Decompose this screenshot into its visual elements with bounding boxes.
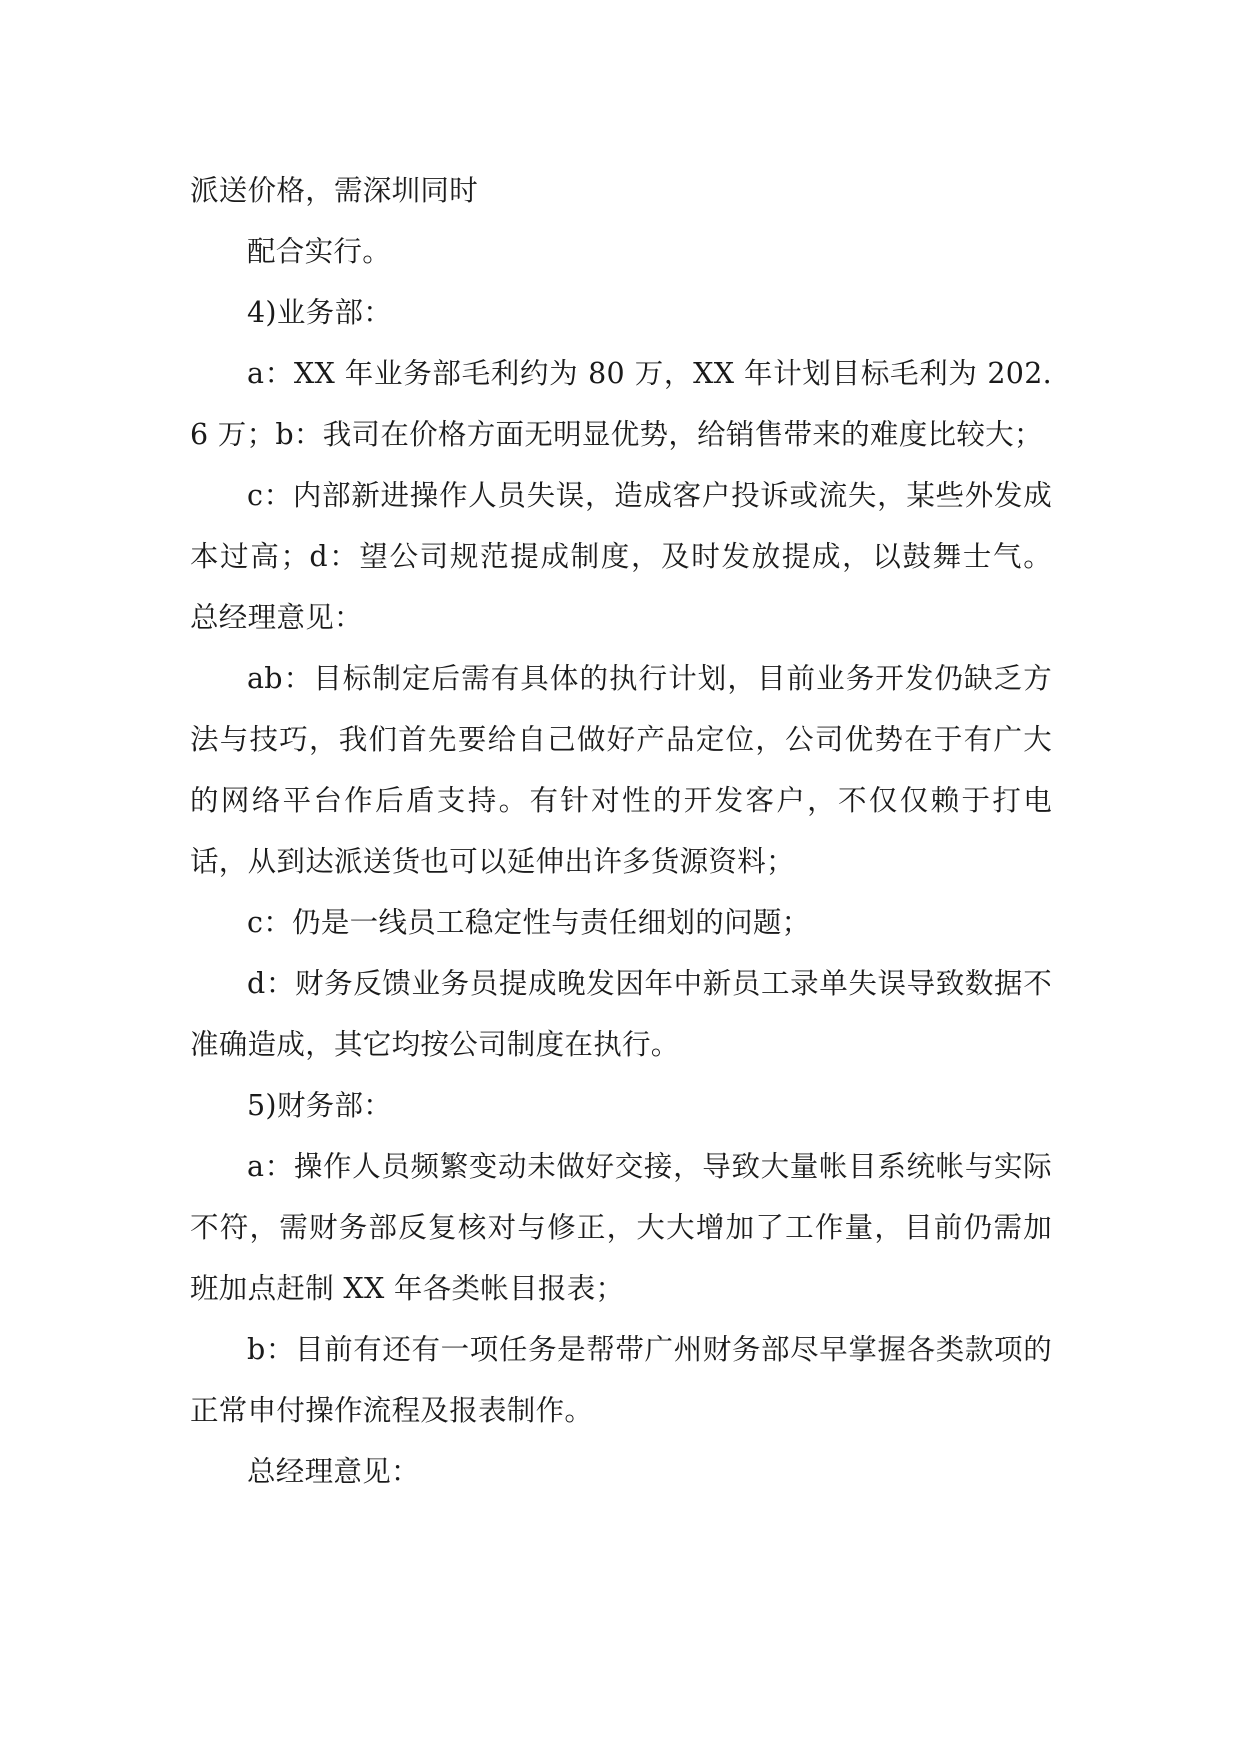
section-heading-finance-dept: 5)财务部：	[247, 1089, 393, 1122]
paragraph-gm-opinion-ab: ab：目标制定后需有具体的执行计划，目前业务开发仍缺乏方法与技巧，我们首先要给自己做好产品定位，公司优势在于有广大的网络平台作后盾支持。有针对性的开发客户，不仅仅赖于打电话，从到达派送货也可以延伸出许多货源资料；	[190, 662, 1052, 878]
paragraph-finance-a: a：操作人员频繁变动未做好交接，导致大量帐目系统帐与实际不符，需财务部反复核对与修正，大大增加了工作量，目前仍需加班加点赶制 XX 年各类帐目报表；	[190, 1150, 1052, 1305]
paragraph-sales-c-d: c：内部新进操作人员失误，造成客户投诉或流失，某些外发成本过高；d：望公司规范提成制度，及时发放提成，以鼓舞士气。 总经理意见：	[190, 479, 1052, 634]
paragraph-finance-b: b：目前有还有一项任务是帮带广州财务部尽早掌握各类款项的正常申付操作流程及报表制作。	[190, 1333, 1052, 1427]
paragraph-sales-a-b: a：XX 年业务部毛利约为 80 万，XX 年计划目标毛利为 202.6 万；b：我司在价格方面无明显优势，给销售带来的难度比较大；	[190, 357, 1052, 451]
paragraph-gm-opinion-d: d：财务反馈业务员提成晚发因年中新员工录单失误导致数据不准确造成，其它均按公司制度在执行。	[190, 967, 1052, 1061]
heading-gm-opinion: 总经理意见：	[247, 1455, 420, 1488]
paragraph-continuation: 派送价格，需深圳同时	[190, 174, 479, 207]
paragraph-implementation: 配合实行。	[247, 235, 392, 268]
section-heading-sales-dept: 4)业务部：	[247, 296, 393, 329]
document-body	[190, 160, 1052, 1502]
paragraph-gm-opinion-c: c：仍是一线员工稳定性与责任细划的问题；	[247, 906, 811, 939]
